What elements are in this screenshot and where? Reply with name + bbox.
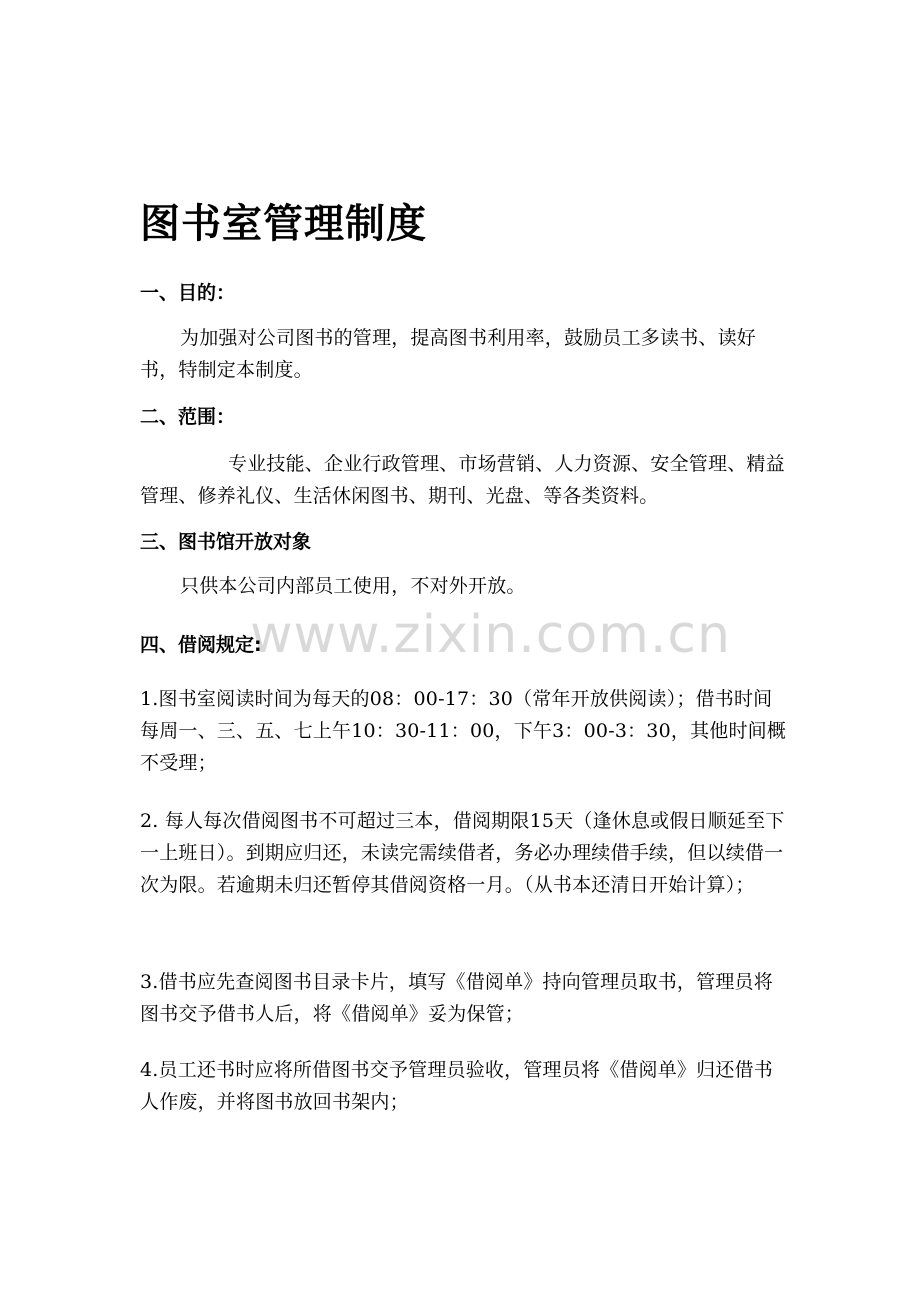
section-text-audience: 只供本公司内部员工使用，不对外开放。 (180, 575, 526, 597)
section-heading-scope: 二、范围： (140, 406, 236, 428)
section-text-purpose: 为加强对公司图书的管理，提高图书利用率，鼓励员工多读书、读好书，特制定本制度。 (140, 327, 757, 381)
page-title: 图书室管理制度 (140, 201, 427, 247)
rule-item-1: 1.图书室阅读时间为每天的08：00-17：30（常年开放供阅读）；借书时间每周一、三、五、七上午10：30-11：00，下午3：00-3：30，其他时间概不受理； (140, 688, 787, 774)
rule-item-3: 3.借书应先查阅图书目录卡片，填写《借阅单》持向管理员取书，管理员将图书交予借书人后，将《借阅单》妥为保管； (140, 971, 773, 1025)
section-text-scope: 专业技能、企业行政管理、市场营销、人力资源、安全管理、精益管理、修养礼仪、生活休闲图书、期刊、光盘、等各类资料。 (140, 453, 785, 507)
section-heading-audience: 三、图书馆开放对象 (140, 531, 312, 553)
watermark: www.zixin.com.cn (250, 605, 731, 665)
section-heading-rules: 四、借阅规定: (140, 634, 262, 656)
section-heading-purpose: 一、目的： (140, 282, 236, 304)
rule-item-4: 4.员工还书时应将所借图书交予管理员验收，管理员将《借阅单》归还借书人作废，并将图书放回书架内； (140, 1059, 773, 1113)
rule-item-2: 2. 每人每次借阅图书不可超过三本，借阅期限15天（逢休息或假日顺延至下一上班日）。到期应归还，未读完需续借者，务必办理续借手续，但以续借一次为限。若逾期未归还暂停其借阅资格一月。（从书本还清日开始计算）； (140, 810, 785, 896)
